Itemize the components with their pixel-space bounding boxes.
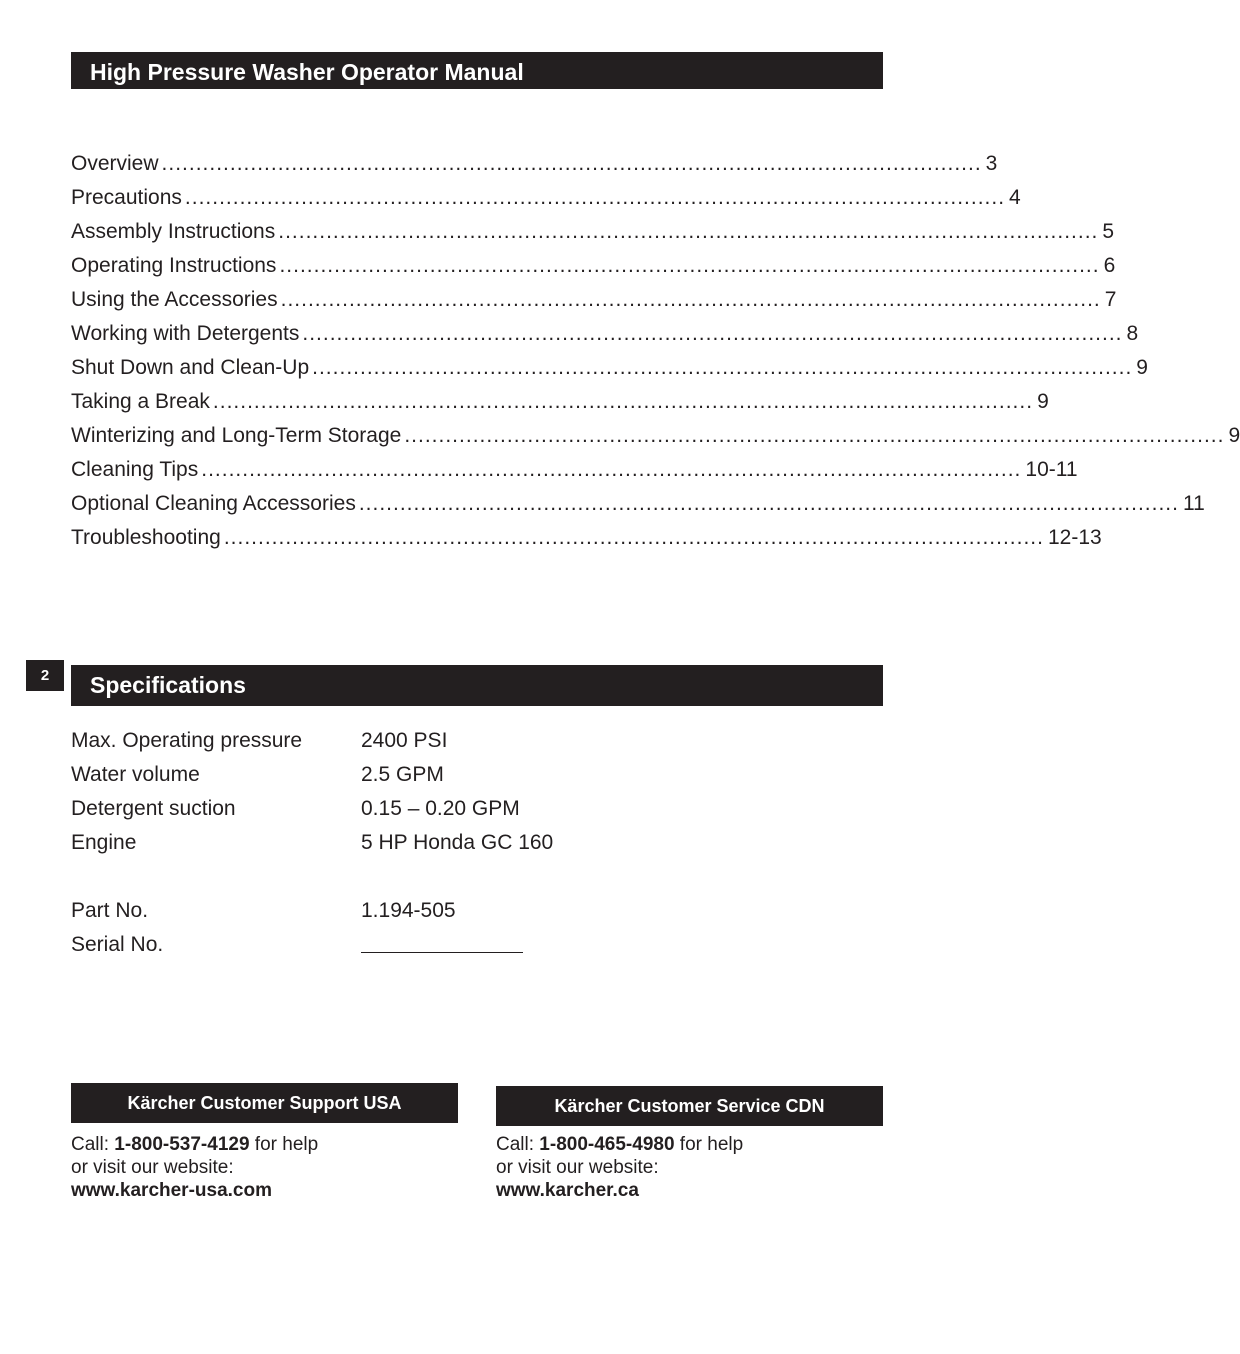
spec-label: Engine <box>71 831 137 854</box>
toc-entry-label: Cleaning Tips <box>71 458 199 481</box>
toc-dot-leader: ........................................................................................................................ <box>212 390 1034 413</box>
toc-entry-label: Troubleshooting <box>71 526 221 549</box>
support-usa-visit-text: or visit our website: <box>71 1157 234 1178</box>
serial-number-row <box>71 928 671 962</box>
toc-entry <box>71 385 1049 419</box>
toc-entry <box>71 215 1115 249</box>
toc-dot-leader: ........................................................................................................................ <box>201 458 1022 481</box>
part-number-value: 1.194-505 <box>361 899 456 922</box>
spec-label: Water volume <box>71 763 200 786</box>
toc-dot-leader: ........................................................................................................................ <box>280 288 1101 311</box>
support-usa-title-bar <box>71 1083 458 1123</box>
toc-entry-label: Optional Cleaning Accessories <box>71 492 356 515</box>
toc-dot-leader: ........................................................................................................................ <box>279 254 1100 277</box>
manual-title: High Pressure Washer Operator Manual <box>90 59 524 85</box>
toc-entry <box>71 521 1102 555</box>
spec-row <box>71 826 671 860</box>
spec-value: 5 HP Honda GC 160 <box>361 831 554 854</box>
toc-entry-label: Working with Detergents <box>71 322 300 345</box>
toc-dot-leader: ........................................................................................................................ <box>312 356 1133 379</box>
toc-entry <box>71 147 998 181</box>
toc-entry-page: 11 <box>1182 492 1205 515</box>
support-usa <box>71 1083 458 1202</box>
toc-entry-page: 9 <box>1136 356 1148 379</box>
table-of-contents <box>71 147 1240 555</box>
toc-entry-page: 7 <box>1104 288 1117 311</box>
specifications-title: Specifications <box>90 672 246 698</box>
spec-row <box>71 792 671 826</box>
spec-value: 2.5 GPM <box>361 763 444 786</box>
page-number-badge <box>26 660 64 691</box>
support-cdn-visit-text: or visit our website: <box>496 1157 659 1178</box>
toc-dot-leader: ........................................................................................................................ <box>184 186 1006 209</box>
toc-entry-page: 9 <box>1037 390 1049 413</box>
spec-spacer <box>71 860 671 894</box>
toc-entry <box>71 249 1116 283</box>
toc-entry-label: Assembly Instructions <box>71 220 276 243</box>
toc-entry <box>71 419 1240 453</box>
toc-entry <box>71 351 1148 385</box>
toc-entry-page: 10-11 <box>1025 458 1078 481</box>
toc-entry <box>71 181 1021 215</box>
toc-entry <box>71 487 1205 521</box>
spec-value: 0.15 – 0.20 GPM <box>361 797 520 820</box>
support-usa-call-suffix: for help <box>249 1134 319 1155</box>
support-cdn <box>496 1086 883 1202</box>
toc-dot-leader: ........................................................................................................................ <box>278 220 1099 243</box>
spec-row <box>71 724 671 758</box>
toc-entry <box>71 453 1078 487</box>
toc-entry-label: Operating Instructions <box>71 254 277 277</box>
serial-number-blank-line <box>361 928 523 953</box>
serial-number-field[interactable] <box>361 928 671 962</box>
part-number-label: Part No. <box>71 899 149 922</box>
toc-entry-page: 8 <box>1126 322 1139 345</box>
toc-entry-label: Shut Down and Clean-Up <box>71 356 310 379</box>
specifications-table <box>71 724 671 962</box>
toc-entry-page: 12-13 <box>1047 526 1102 549</box>
toc-dot-leader: ........................................................................................................................ <box>223 526 1044 549</box>
support-cdn-call-line <box>496 1133 883 1156</box>
part-number-row <box>71 894 671 928</box>
toc-dot-leader: ........................................................................................................................ <box>404 424 1225 447</box>
toc-entry <box>71 283 1117 317</box>
support-usa-call-line <box>71 1133 458 1156</box>
toc-entry-label: Winterizing and Long-Term Storage <box>71 424 402 447</box>
support-cdn-website-link[interactable]: www.karcher.ca <box>496 1180 639 1201</box>
serial-number-label: Serial No. <box>71 933 164 956</box>
toc-entry <box>71 317 1139 351</box>
toc-entry-label: Using the Accessories <box>71 288 278 311</box>
support-cdn-phone[interactable]: 1-800-465-4980 <box>539 1134 675 1155</box>
toc-entry-page: 3 <box>985 152 998 175</box>
toc-dot-leader: ........................................................................................................................ <box>302 322 1123 345</box>
support-cdn-call-suffix: for help <box>674 1134 744 1155</box>
support-usa-body <box>71 1133 458 1202</box>
support-usa-title: Kärcher Customer Support USA <box>127 1093 402 1113</box>
toc-entry-page: 6 <box>1103 254 1116 277</box>
toc-entry-page: 9 <box>1228 424 1240 447</box>
toc-entry-label: Taking a Break <box>71 390 210 413</box>
toc-entry-page: 5 <box>1102 220 1115 243</box>
toc-entry-label: Overview <box>71 152 159 175</box>
toc-entry-page: 4 <box>1009 186 1021 209</box>
spec-label: Detergent suction <box>71 797 236 820</box>
support-cdn-title: Kärcher Customer Service CDN <box>554 1096 825 1116</box>
toc-dot-leader: ........................................................................................................................ <box>161 152 982 175</box>
support-usa-phone[interactable]: 1-800-537-4129 <box>114 1134 250 1155</box>
spec-value: 2400 PSI <box>361 729 448 752</box>
support-cdn-title-bar <box>496 1086 883 1126</box>
page-number: 2 <box>40 667 50 684</box>
support-cdn-body <box>496 1133 883 1202</box>
specifications-title-bar <box>71 665 883 706</box>
spec-row <box>71 758 671 792</box>
spec-label: Max. Operating pressure <box>71 729 303 752</box>
support-usa-call-prefix: Call: <box>71 1134 115 1155</box>
support-usa-website-link[interactable]: www.karcher-usa.com <box>71 1180 272 1201</box>
toc-entry-label: Precautions <box>71 186 182 209</box>
manual-title-bar <box>71 52 883 89</box>
toc-dot-leader: ........................................................................................................................ <box>358 492 1179 515</box>
support-cdn-call-prefix: Call: <box>496 1134 540 1155</box>
